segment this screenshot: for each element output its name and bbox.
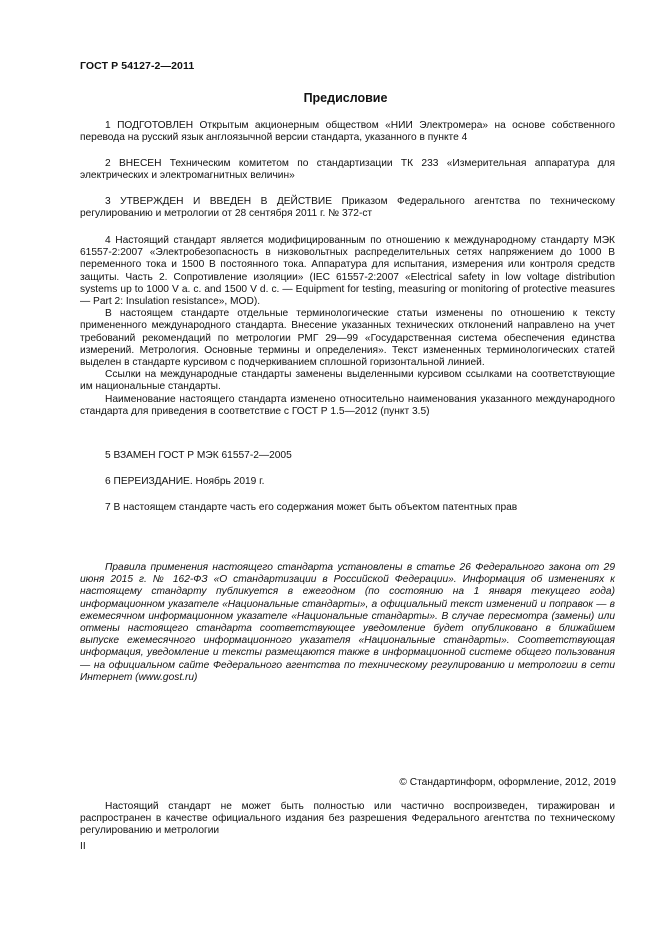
foreword-item-6: [80, 476, 615, 488]
paragraph: 4 Настоящий стандарт является модифицированным по отношению к международному стандарту МЭК 61557-2:2007 «Электробезопасность в низковольтных распределительных сетях напряжением до 1000 В переменного тока и 1500 В постоянного тока. Аппаратура для испытания, измерения или контроля средств защиты. Часть 2. Сопротивление изоляции» (IEC 61557-2:2007 «Electrical safety in low voltage distribution systems up to 1000 V a. c. and 1500 V d. c. — Equipment for testing, measuring or monitoring of protective measures — Part 2: Insulation resistance», MOD).: [80, 235, 615, 308]
foreword-item-4: [80, 235, 615, 418]
paragraph: Наименование настоящего стандарта изменено относительно наименования указанного международного стандарта для приведения в соответствие с ГОСТ Р 1.5—2012 (пункт 3.5): [80, 393, 615, 417]
paragraph: Ссылки на международные стандарты заменены выделенными курсивом ссылками на соответствующие им национальные стандарты.: [80, 369, 615, 393]
paragraph: 7 В настоящем стандарте часть его содержания может быть объектом патентных прав: [105, 502, 518, 513]
paragraph: Правила применения настоящего стандарта установлены в статье 26 Федерального закона от 29 июня 2015 г. № 162-ФЗ «О стандартизации в Российской Федерации». Информация об изменениях к настоящему стандарту публикуется в ежегодном (по состоянию на 1 января текущего года) информационном указателе «Национальные стандарты», а официальный текст изменений и поправок — в ежемесячном информационном указателе «Национальные стандарты». В случае пересмотра (замены) или отмены настоящего стандарта соответствующее уведомление будет опубликовано в ближайшем выпуске ежемесячного информационного указателя «Национальные стандарты». Соответствующая информация, уведомление и тексты размещаются также в информационной системе общего пользования — на официальном сайте Федерального агентства по техническому регулированию и метрологии в сети Интернет (www.gost.ru): [80, 562, 615, 683]
paragraph: 5 ВЗАМЕН ГОСТ Р МЭК 61557-2—2005: [105, 450, 292, 461]
rules-note: [80, 562, 615, 684]
paragraph: 2 ВНЕСЕН Техническим комитетом по стандартизации ТК 233 «Измерительная аппаратура для электрических и электромагнитных величин»: [80, 158, 615, 182]
paragraph: 6 ПЕРЕИЗДАНИЕ. Ноябрь 2019 г.: [105, 476, 265, 487]
foreword-item-1: [80, 120, 615, 144]
foreword-item-5: [80, 450, 615, 462]
copyright-line: © Стандартинформ, оформление, 2012, 2019: [399, 777, 616, 788]
paragraph: 3 УТВЕРЖДЕН И ВВЕДЕН В ДЕЙСТВИЕ Приказом Федерального агентства по техническому регулированию и метрологии от 28 сентября 2011 г. № 372-ст: [80, 196, 615, 220]
foreword-item-2: [80, 158, 615, 182]
reproduction-notice: [80, 801, 615, 838]
page-title: Предисловие: [303, 91, 388, 105]
foreword-item-3: [80, 196, 615, 220]
paragraph: Настоящий стандарт не может быть полностью или частично воспроизведен, тиражирован и распространен в качестве официального издания без разрешения Федерального агентства по техническому регулированию и метрологии: [80, 801, 615, 837]
standard-header: ГОСТ Р 54127-2—2011: [80, 60, 195, 72]
paragraph: В настоящем стандарте отдельные терминологические статьи изменены по отношению к тексту примененного международного стандарта. Внесение указанных технических отклонений направлено на учет требований рекомендаций по метрологии РМГ 29—99 «Государственная система обеспечения единства измерений. Метрология. Основные термины и определения». Текст измененных терминологических статей выделен в стандарте курсивом с подчеркиванием сплошной горизонтальной линией.: [80, 308, 615, 369]
foreword-item-7: [80, 502, 615, 514]
page-number: II: [80, 841, 86, 852]
paragraph: 1 ПОДГОТОВЛЕН Открытым акционерным обществом «НИИ Электромера» на основе собственного перевода на русский язык англоязычной версии стандарта, указанного в пункте 4: [80, 120, 615, 144]
